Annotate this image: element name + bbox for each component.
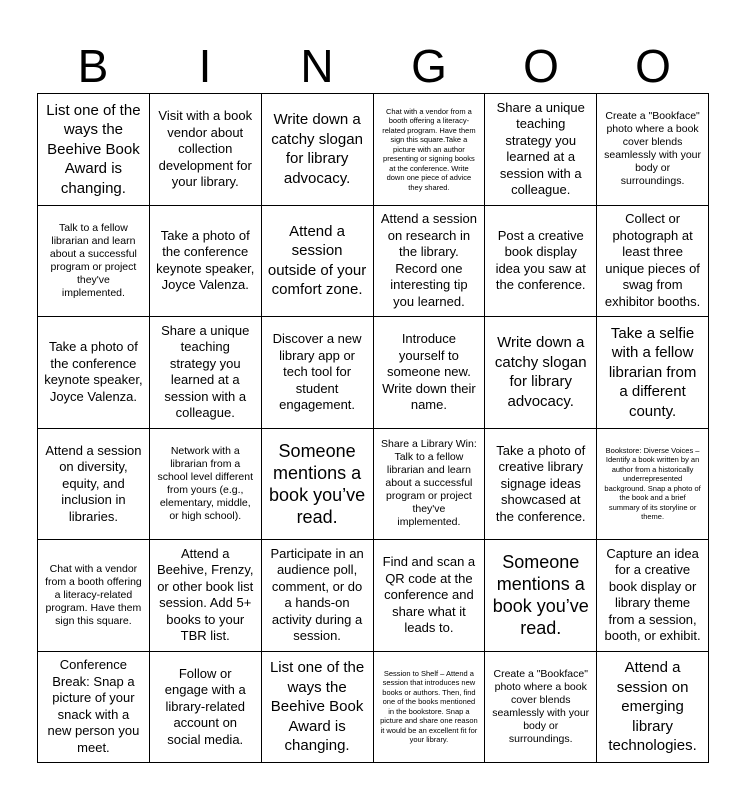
bingo-square[interactable]	[262, 540, 374, 652]
square-text: Chat with a vendor from a booth offering a literacy-related program. Have them sign this square.Take a picture with an author presenting or signing books at the conference. Write down one piece of advice they shared.	[382, 106, 476, 192]
square-text: Session to Shelf – Attend a session that introduces new books or authors. Then, find one of the books mentioned in the bookstore. Snap a picture and share one reason it would be an excellent fit for your library.	[380, 668, 478, 745]
square-text: List one of the ways the Beehive Book Award is changing.	[46, 101, 141, 197]
square-text: Collect or photograph at least three unique pieces of swag from exhibitor booths.	[604, 211, 701, 309]
square-text: Write down a catchy slogan for library advocacy.	[494, 334, 587, 410]
square-text: List one of the ways the Beehive Book Award is changing.	[269, 659, 365, 754]
bingo-square[interactable]	[262, 206, 374, 318]
square-text: Attend a session on research in the library. Record one interesting tip you learned.	[380, 211, 477, 309]
header-letter: G	[411, 40, 447, 92]
square-text: Bookstore: Diverse Voices – Identify a book written by an author from a historically underrepresented background. Snap a photo of the book and a brief summary of its storyline or theme.	[604, 445, 701, 522]
square-text: Discover a new library app or tech tool for student engagement.	[272, 331, 362, 412]
header-letter: O	[635, 40, 671, 92]
bingo-square[interactable]	[262, 317, 374, 429]
bingo-square[interactable]	[374, 652, 486, 764]
bingo-square[interactable]	[262, 94, 374, 206]
bingo-square[interactable]	[597, 317, 709, 429]
header-letter: B	[77, 40, 109, 92]
bingo-square[interactable]	[485, 540, 597, 652]
bingo-square[interactable]	[150, 317, 262, 429]
square-text: Take a photo of the conference keynote speaker, Joyce Valenza.	[156, 227, 255, 293]
bingo-square[interactable]	[597, 429, 709, 541]
square-text: Capture an idea for a creative book display or library theme from a session, booth, or exhibit.	[604, 545, 701, 644]
bingo-square[interactable]	[38, 652, 150, 764]
bingo-square[interactable]	[150, 540, 262, 652]
square-text: Chat with a vendor from a booth offering a literacy-related program. Have them sign this square.	[45, 562, 142, 627]
bingo-square[interactable]	[262, 429, 374, 541]
header-letter: O	[523, 40, 559, 92]
bingo-square[interactable]	[150, 652, 262, 764]
bingo-square[interactable]	[150, 206, 262, 318]
square-text: Someone mentions a book you’ve read.	[269, 440, 366, 527]
square-text: Follow or engage with a library-related account on social media.	[164, 665, 246, 747]
bingo-header	[37, 38, 709, 94]
square-text: Share a unique teaching strategy you learned at a session with a colleague.	[161, 322, 250, 421]
bingo-square[interactable]	[38, 317, 150, 429]
bingo-square[interactable]	[485, 429, 597, 541]
square-text: Find and scan a QR code at the conference and share what it leads to.	[382, 554, 476, 635]
bingo-square[interactable]	[150, 94, 262, 206]
square-text: Visit with a book vendor about collection development for your library.	[158, 108, 253, 189]
bingo-square[interactable]	[374, 540, 486, 652]
bingo-square[interactable]	[38, 429, 150, 541]
square-text: Someone mentions a book you’ve read.	[492, 552, 589, 639]
square-text: Network with a librarian from a school level different from yours (e.g., elementary, middle, or high school).	[157, 444, 253, 522]
square-text: Share a unique teaching strategy you learned at a session with a colleague.	[496, 99, 585, 198]
bingo-square[interactable]	[38, 540, 150, 652]
bingo-square[interactable]	[374, 206, 486, 318]
header-letter: N	[300, 40, 334, 92]
bingo-square[interactable]	[485, 206, 597, 318]
square-text: Take a photo of creative library signage ideas showcased at the conference.	[495, 442, 586, 524]
square-text: Talk to a fellow librarian and learn about a successful program or project they've implemented.	[49, 221, 137, 299]
bingo-square[interactable]	[374, 317, 486, 429]
bingo-square[interactable]	[597, 652, 709, 764]
bingo-square[interactable]	[597, 206, 709, 318]
square-text: Take a photo of the conference keynote speaker, Joyce Valenza.	[44, 339, 143, 404]
header-letter: I	[198, 40, 212, 92]
square-text: Write down a catchy slogan for library advocacy.	[271, 111, 363, 187]
bingo-square[interactable]	[485, 94, 597, 206]
square-text: Create a "Bookface" photo where a book cover blends seamlessly with your body or surroundings.	[604, 110, 702, 188]
bingo-square[interactable]	[485, 317, 597, 429]
square-text: Participate in an audience poll, comment, or do a hands-on activity during a session.	[270, 545, 364, 644]
bingo-square[interactable]	[38, 94, 150, 206]
square-text: Attend a session on emerging library technologies.	[608, 659, 697, 754]
bingo-grid	[37, 93, 709, 763]
bingo-square[interactable]	[485, 652, 597, 764]
bingo-square[interactable]	[597, 94, 709, 206]
bingo-square[interactable]	[38, 206, 150, 318]
square-text: Attend a Beehive, Frenzy, or other book list session. Add 5+ books to your TBR list.	[156, 545, 254, 644]
square-text: Share a Library Win: Talk to a fellow librarian and learn about a successful program or project they've implemented.	[381, 438, 477, 529]
bingo-square[interactable]	[597, 540, 709, 652]
bingo-square[interactable]	[374, 429, 486, 541]
square-text: Create a "Bookface" photo where a book cover blends seamlessly with your body or surroundings.	[492, 667, 590, 745]
square-text: Attend a session on diversity, equity, and inclusion in libraries.	[45, 442, 142, 524]
square-text: Conference Break: Snap a picture of your snack with a new person you meet.	[47, 657, 140, 755]
bingo-square[interactable]	[150, 429, 262, 541]
bingo-square[interactable]	[374, 94, 486, 206]
square-text: Post a creative book display idea you saw at the conference.	[495, 227, 586, 293]
square-text: Take a selfie with a fellow librarian from a different county.	[608, 324, 697, 420]
square-text: Attend a session outside of your comfort zone.	[267, 222, 367, 299]
bingo-square[interactable]	[262, 652, 374, 764]
square-text: Introduce yourself to someone new. Write down their name.	[382, 331, 476, 412]
